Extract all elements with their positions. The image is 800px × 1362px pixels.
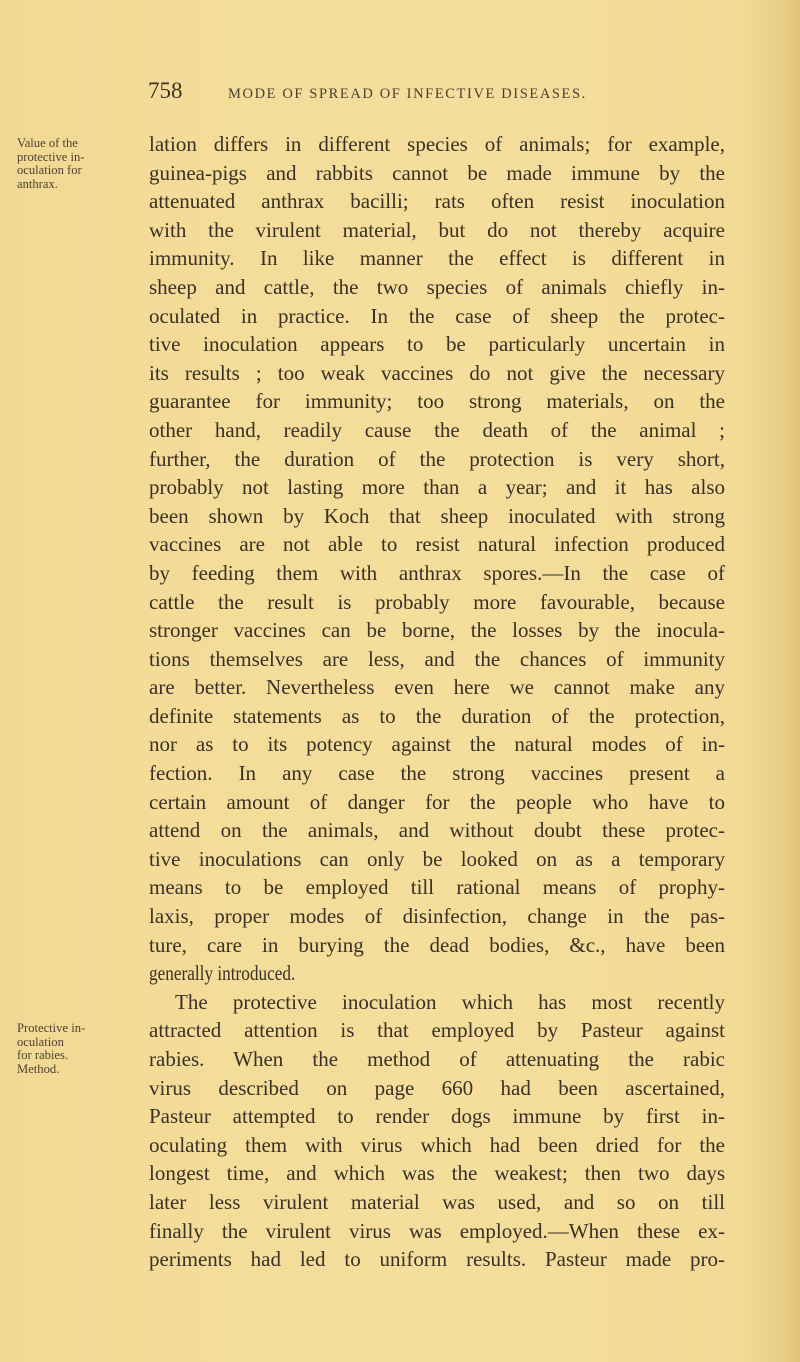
text-line: longest time, and which was the weakest; then two days — [149, 1161, 725, 1186]
text-line: virus described on page 660 had been ascertained, — [149, 1075, 725, 1100]
text-line: certain amount of danger for the people who have to — [149, 789, 725, 814]
text-line: probably not lasting more than a year; and it has also — [149, 475, 725, 500]
text-line: periments had led to uniform results. Pasteur made pro- — [149, 1247, 725, 1272]
text-line: nor as to its potency against the natural modes of in- — [149, 732, 725, 757]
text-line: attenuated anthrax bacilli; rats often resist inoculation — [149, 189, 725, 214]
text-line: generally introduced. — [149, 961, 296, 986]
margin-note-line: oculation — [17, 1034, 64, 1049]
text-line: further, the duration of the protection is very short, — [149, 446, 725, 471]
text-line: definite statements as to the duration of the protection, — [149, 703, 725, 728]
margin-note-line: Value of the — [17, 136, 78, 150]
text-line: are better. Nevertheless even here we cannot make any — [149, 675, 725, 700]
text-line: laxis, proper modes of disinfection, change in the pas- — [149, 904, 725, 929]
text-line: vaccines are not able to resist natural infection produced — [149, 532, 725, 557]
text-line: tive inoculations can only be looked on as a temporary — [149, 846, 725, 871]
margin-note-line: for rabies. — [17, 1048, 69, 1063]
text-line: fection. In any case the strong vaccines present a — [149, 761, 725, 786]
text-line: tive inoculation appears to be particularly uncertain in — [149, 332, 725, 357]
body-text — [149, 130, 725, 1274]
running-head: MODE OF SPREAD OF INFECTIVE DISEASES. — [228, 86, 587, 102]
text-line: other hand, readily cause the death of the animal ; — [149, 417, 725, 442]
margin-note-line: protective in- — [17, 149, 85, 164]
text-line: immunity. In like manner the effect is different in — [149, 246, 725, 271]
margin-note-anthrax — [17, 137, 137, 191]
text-line: attracted attention is that employed by Pasteur against — [149, 1018, 725, 1043]
text-line: sheep and cattle, the two species of animals chiefly in- — [149, 274, 725, 299]
text-line: Pasteur attempted to render dogs immune by first in- — [149, 1104, 725, 1129]
page-header — [148, 78, 748, 112]
text-line: ture, care in burying the dead bodies, &c., have been — [149, 932, 725, 957]
margin-note-line: anthrax. — [17, 176, 58, 191]
margin-note-line: oculation for — [17, 163, 82, 178]
text-line: rabies. When the method of attenuating the rabic — [149, 1047, 725, 1071]
text-line: lation differs in different species of animals; for example, — [149, 132, 725, 156]
text-line: cattle the result is probably more favourable, because — [149, 589, 725, 614]
text-line: later less virulent material was used, and so on till — [149, 1189, 725, 1214]
text-line: its results ; too weak vaccines do not give the necessary — [149, 360, 725, 385]
margin-note-line: Method. — [17, 1061, 60, 1076]
text-line: attend on the animals, and without doubt these protec- — [149, 818, 725, 843]
text-line: The protective inoculation which has most recently — [175, 989, 725, 1014]
text-line: finally the virulent virus was employed.—When these ex- — [149, 1218, 725, 1243]
text-line: by feeding them with anthrax spores.—In the case of — [149, 560, 725, 585]
text-line: means to be employed till rational means of prophy- — [149, 875, 725, 900]
text-line: tions themselves are less, and the chances of immunity — [149, 646, 725, 671]
text-line: stronger vaccines can be borne, the losses by the inocula- — [149, 618, 725, 643]
text-line: oculated in practice. In the case of sheep the protec- — [149, 303, 725, 328]
margin-note-rabies — [17, 1022, 137, 1076]
page-number: 758 — [148, 78, 183, 103]
text-line: guinea-pigs and rabbits cannot be made immune by the — [149, 160, 725, 185]
text-line: oculating them with virus which had been dried for the — [149, 1132, 725, 1157]
text-line: been shown by Koch that sheep inoculated with strong — [149, 503, 725, 528]
margin-note-line: Protective in- — [17, 1021, 86, 1035]
text-line: guarantee for immunity; too strong materials, on the — [149, 389, 725, 414]
text-line: with the virulent material, but do not thereby acquire — [149, 217, 725, 242]
